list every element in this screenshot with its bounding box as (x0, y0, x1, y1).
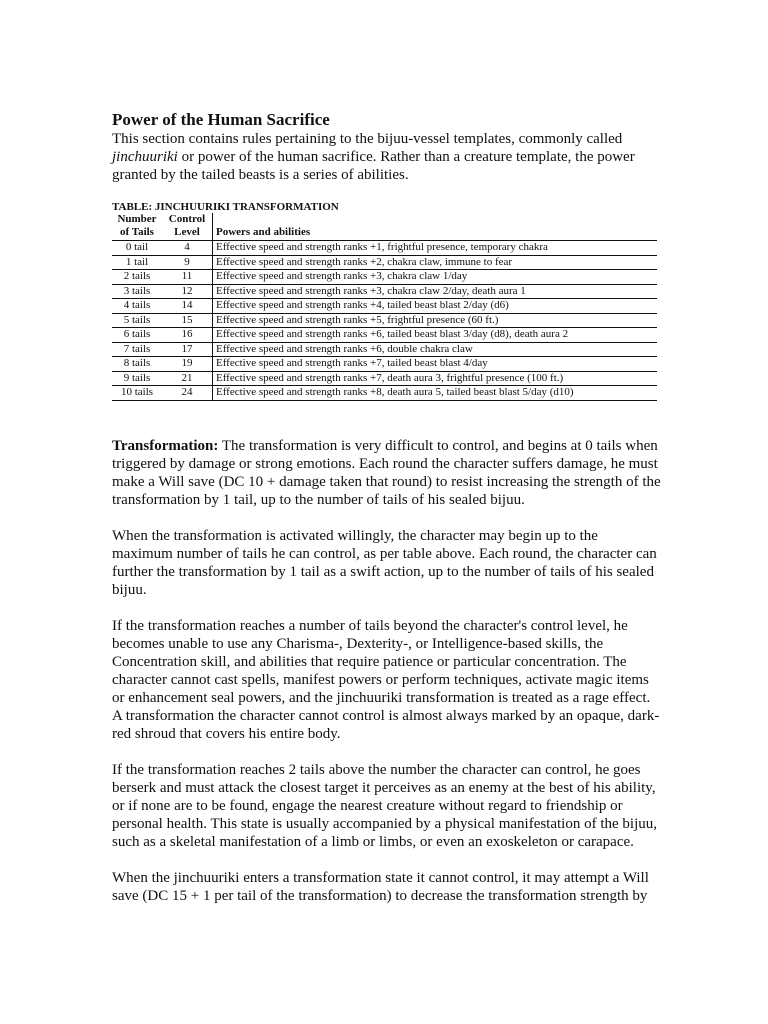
table-row (112, 270, 657, 285)
cell-powers: Effective speed and strength ranks +3, chakra claw 2/day, death aura 1 (213, 284, 658, 299)
cell-control-level: 4 (184, 241, 190, 254)
header-number-of-tails: Number of Tails (117, 213, 157, 238)
table-caption: TABLE: JINCHUURIKI TRANSFORMATION (112, 201, 339, 213)
cell-tails: 7 tails (123, 342, 151, 355)
cell-control-level: 15 (181, 313, 193, 326)
cell-tails: 10 tails (120, 386, 154, 399)
intro-term: jinchuuriki (112, 149, 178, 165)
cell-control-level: 14 (181, 299, 193, 312)
cell-tails: 1 tail (125, 255, 149, 268)
table-row (112, 284, 657, 299)
table-row (112, 255, 657, 270)
header-powers: Powers and abilities (213, 213, 658, 241)
cell-control-level: 24 (181, 386, 193, 399)
table-row (112, 386, 657, 401)
cell-tails: 9 tails (123, 371, 151, 384)
cell-powers: Effective speed and strength ranks +6, double chakra claw (213, 342, 658, 357)
paragraph-will-save: When the jinchuuriki enters a transformation state it cannot control, it may attempt a Will save (DC 15 + 1 per tail of the transformation) to decrease the transformation strength by (112, 870, 649, 904)
cell-control-level: 11 (181, 270, 193, 283)
rules-text (112, 437, 662, 923)
cell-powers: Effective speed and strength ranks +7, tailed beast blast 4/day (213, 357, 658, 372)
cell-control-level: 16 (181, 328, 193, 341)
cell-control-level: 17 (181, 342, 193, 355)
section-heading: Power of the Human Sacrifice (112, 110, 330, 129)
cell-tails: 4 tails (123, 299, 151, 312)
table-row (112, 342, 657, 357)
cell-control-level: 19 (181, 357, 193, 370)
cell-powers: Effective speed and strength ranks +8, death aura 5, tailed beast blast 5/day (d10) (213, 386, 658, 401)
cell-tails: 5 tails (123, 313, 151, 326)
cell-tails: 3 tails (123, 284, 151, 297)
paragraph-beyond-control: If the transformation reaches a number of tails beyond the character's control level, he becomes unable to use any Charisma-, Dexterity-, or Intelligence-based skills, the Concentration skill, and abilities that require patience or particular concentration. The character cannot cast spells, manifest powers or perform techniques, activate magic items or enhancement seal powers, and the jinchuuriki transformation is treated as a rage effect. A transformation the character cannot control is almost always marked by an opaque, dark-red shroud that covers his entire body. (112, 618, 660, 742)
intro-text-2: or power of the human sacrifice. Rather than a creature template, the power granted by the tailed beasts is a series of abilities. (112, 149, 635, 183)
cell-powers: Effective speed and strength ranks +2, chakra claw, immune to fear (213, 255, 658, 270)
table-row (112, 241, 657, 256)
cell-powers: Effective speed and strength ranks +5, frightful presence (60 ft.) (213, 313, 658, 328)
table-header-row (112, 213, 657, 241)
cell-tails: 6 tails (123, 328, 151, 341)
cell-powers: Effective speed and strength ranks +7, death aura 3, frightful presence (100 ft.) (213, 371, 658, 386)
cell-tails: 2 tails (123, 270, 151, 283)
cell-powers: Effective speed and strength ranks +1, frightful presence, temporary chakra (213, 241, 658, 256)
intro-text-1: This section contains rules pertaining to the bijuu-vessel templates, commonly called (112, 131, 623, 147)
table-row (112, 299, 657, 314)
cell-tails: 8 tails (123, 357, 151, 370)
cell-control-level: 21 (181, 371, 193, 384)
cell-powers: Effective speed and strength ranks +3, chakra claw 1/day (213, 270, 658, 285)
cell-control-level: 12 (181, 284, 193, 297)
transformation-table (112, 213, 657, 401)
table-row (112, 371, 657, 386)
table-row (112, 357, 657, 372)
paragraph-berserk: If the transformation reaches 2 tails above the number the character can control, he goes berserk and must attack the closest target it perceives as an enemy at the best of his ability, or if none are to be found, engage the nearest creature without regard to friendship or personal health. This state is usually accompanied by a physical manifestation of the bijuu, such as a skeletal manifestation of a limb or limbs, or even an exoskeleton or carapace. (112, 762, 658, 850)
cell-powers: Effective speed and strength ranks +4, tailed beast blast 2/day (d6) (213, 299, 658, 314)
paragraph-willing: When the transformation is activated willingly, the character may begin up to the maximum number of tails he can control, as per table above. Each round, the character can further the transformation by 1 tail as a swift action, up to the number of tails of his sealed bijuu. (112, 528, 657, 598)
transformation-label: Transformation: (112, 438, 219, 454)
intro-paragraph (112, 130, 672, 184)
cell-powers: Effective speed and strength ranks +6, tailed beast blast 3/day (d8), death aura 2 (213, 328, 658, 343)
table-row (112, 313, 657, 328)
header-control-level: Control Level (168, 213, 206, 238)
table-row (112, 328, 657, 343)
paragraph-transformation: Transformation: The transformation is very difficult to control, and begins at 0 tails when triggered by damage or strong emotions. Each round the character suffers damage, he must make a Will save (DC 10 + damage taken that round) to resist increasing the strength of the transformation by 1 tail, up to the number of tails of his sealed bijuu. (112, 438, 661, 508)
cell-tails: 0 tail (125, 241, 149, 254)
cell-control-level: 9 (184, 255, 190, 268)
